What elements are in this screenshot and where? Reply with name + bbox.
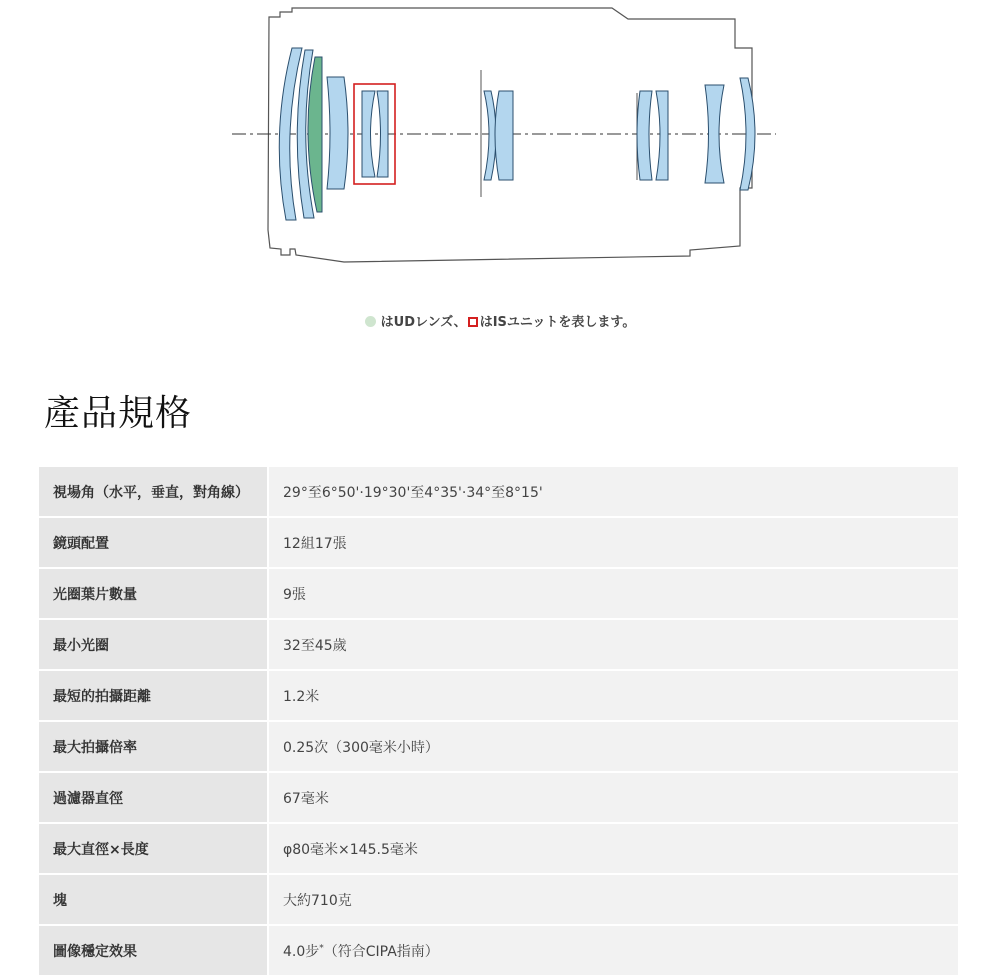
lens-construction-diagram (0, 0, 1000, 275)
spec-row (39, 773, 958, 822)
spec-label: 過濾器直徑 (39, 773, 267, 822)
is-lens-element-1 (362, 91, 375, 177)
rear-lens-element-1 (637, 91, 652, 180)
lens-element-4 (327, 77, 348, 189)
spec-label: 最大直徑×長度 (39, 824, 267, 873)
spec-row (39, 824, 958, 873)
spec-row (39, 467, 958, 516)
focus-lens-element-2 (495, 91, 513, 180)
spec-label: 最大拍攝倍率 (39, 722, 267, 771)
ud-lens-element (308, 57, 322, 212)
page-title: 產品規格 (44, 393, 193, 434)
spec-row (39, 722, 958, 771)
spec-row (39, 569, 958, 618)
spec-value: 32至45歲 (267, 620, 958, 669)
spec-value: 29°至6°50'·19°30'至4°35'·34°至8°15' (267, 467, 958, 516)
ud-legend-text: はUDレンズ、 (380, 315, 467, 330)
spec-label: 光圈葉片數量 (39, 569, 267, 618)
spec-value (267, 926, 958, 975)
spec-label: 塊 (39, 875, 267, 924)
spec-row (39, 620, 958, 669)
spec-value: 12組17張 (267, 518, 958, 567)
spec-value: 9張 (267, 569, 958, 618)
spec-row (39, 671, 958, 720)
spec-value: φ80毫米×145.5毫米 (267, 824, 958, 873)
is-legend-text: はISユニットを表します。 (479, 315, 636, 330)
spec-table (39, 465, 958, 977)
diagram-legend (0, 311, 1000, 330)
spec-label: 最短的拍攝距離 (39, 671, 267, 720)
ud-legend-dot (365, 316, 376, 327)
focus-lens-element-1 (484, 91, 496, 180)
spec-row (39, 875, 958, 924)
spec-label: 圖像穩定效果 (39, 926, 267, 975)
rear-lens-element-2 (656, 91, 668, 180)
spec-value: 大約710克 (267, 875, 958, 924)
spec-row (39, 518, 958, 567)
spec-value: 0.25次（300毫米小時） (267, 722, 958, 771)
spec-value-main: 4.0步 (283, 943, 320, 960)
spec-row (39, 926, 958, 975)
is-lens-element-2 (377, 91, 388, 177)
spec-label: 鏡頭配置 (39, 518, 267, 567)
footnote-mark: * (319, 942, 324, 953)
spec-label: 視場角（水平，垂直，對角線） (39, 467, 267, 516)
spec-value-suffix: （符合CIPA指南） (323, 943, 439, 960)
spec-value: 67毫米 (267, 773, 958, 822)
spec-value: 1.2米 (267, 671, 958, 720)
is-legend-square (468, 317, 478, 327)
spec-label: 最小光圈 (39, 620, 267, 669)
